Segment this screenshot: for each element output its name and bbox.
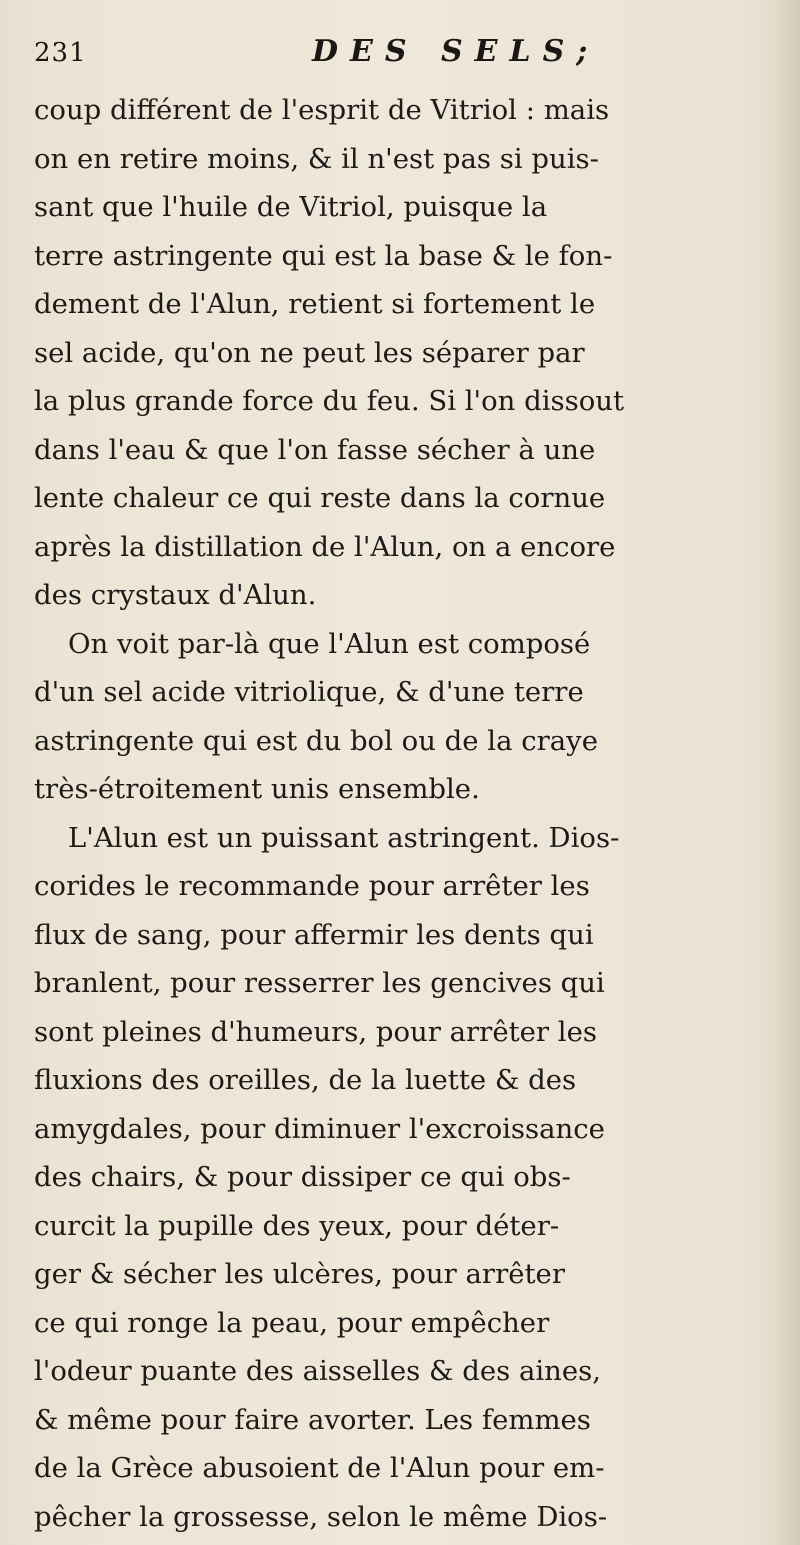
text-line: des crystaux d'Alun. [34,579,317,611]
text-line: après la distillation de l'Alun, on a encore [34,530,616,563]
text-line: curcit la pupille des yeux, pour déter- [34,1209,560,1242]
text-line: ger & sécher les ulcères, pour arrêter [34,1258,565,1290]
text-line: fluxions des oreilles, de la luette & des [34,1064,577,1096]
text-line: branlent, pour resserrer les gencives qui [34,967,605,999]
text-line: très-étroitement unis ensemble. [34,773,480,805]
text-line: lente chaleur ce qui reste dans la cornue [34,482,606,514]
page-number: 231 [34,38,87,68]
text-line: ce qui ronge la peau, pour empêcher [34,1306,550,1339]
text-line: sont pleines d'humeurs, pour arrêter les [34,1015,597,1048]
text-line: astringente qui est du bol ou de la craye [34,724,598,757]
text-line: flux de sang, pour affermir les dents qui [34,918,594,951]
text-line: terre astringente qui est la base & le fon- [34,239,613,272]
body-text [34,86,774,1541]
text-line: on en retire moins, & il n'est pas si puis- [34,142,599,175]
text-line: d'un sel acide vitriolique, & d'une terre [34,676,584,708]
text-line: la plus grande force du feu. Si l'on dissout [34,385,625,417]
text-line: dement de l'Alun, retient si fortement le [34,288,596,320]
text-line: l'odeur puante des aisselles & des aines, [34,1355,601,1387]
text-line: dans l'eau & que l'on fasse sécher à une [34,433,596,466]
page-header [34,34,774,84]
text-line: coup différent de l'esprit de Vitriol : mais [34,94,610,126]
text-line: corides le recommande pour arrêter les [34,870,590,902]
text-line: des chairs, & pour dissiper ce qui obs- [34,1161,571,1193]
text-line: sant que l'huile de Vitriol, puisque la [34,191,548,223]
text-line: & même pour faire avorter. Les femmes [34,1403,591,1436]
running-title: DES SELS; [312,34,600,69]
text-line: On voit par-là que l'Alun est composé [68,627,591,660]
text-line: pêcher la grossesse, selon le même Dios- [34,1500,608,1533]
text-line: sel acide, qu'on ne peut les séparer par [34,336,585,369]
text-line: amygdales, pour diminuer l'excroissance [34,1112,605,1145]
text-line: de la Grèce abusoient de l'Alun pour em- [34,1452,605,1484]
text-line: L'Alun est un puissant astringent. Dios- [68,821,620,854]
